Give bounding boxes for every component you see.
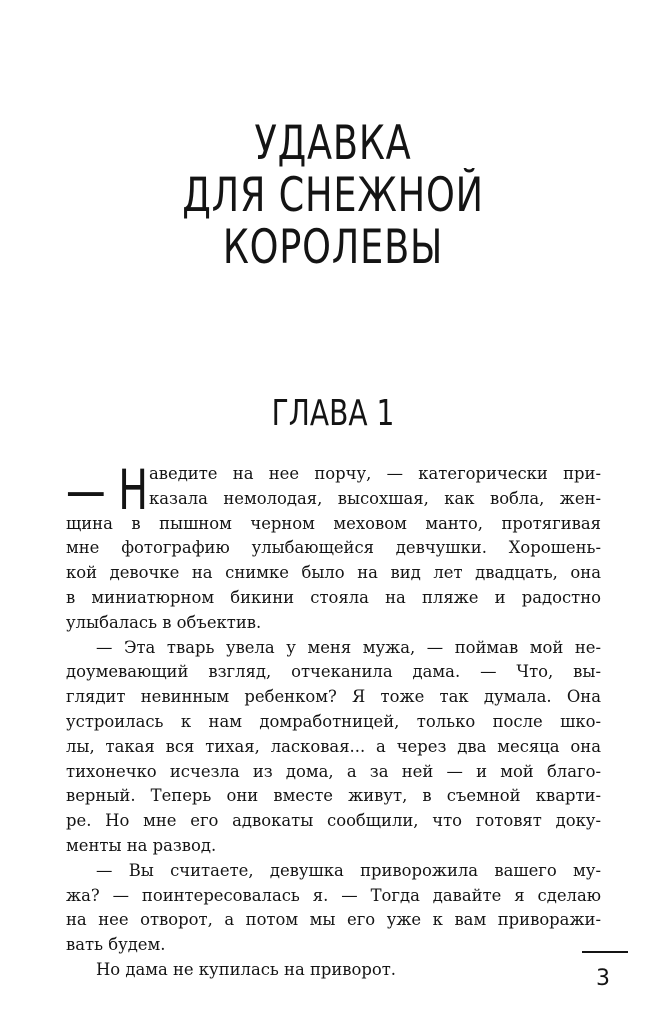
text-line: устроилась к нам домработницей, только после шко- (66, 711, 601, 731)
text-line: глядит невинным ребенком? Я тоже так думала. Она (66, 687, 601, 707)
text-line: ре. Но мне его адвокаты сообщили, что готовят доку- (66, 811, 601, 831)
text-line: Но дама не купилась на приворот. (96, 959, 397, 979)
book-title-line-2: ДЛЯ СНЕЖНОЙ (182, 168, 484, 223)
text-line: верный. Теперь они вместе живут, в съемной кварти- (66, 786, 601, 806)
text-line: — Вы считаете, девушка приворожила вашего му- (96, 860, 601, 880)
chapter-title: ГЛАВА 1 (271, 393, 395, 434)
text-line: доумевающий взгляд, отчеканила дама. — Что, вы- (66, 662, 601, 682)
book-title-line-3: КОРОЛЕВЫ (222, 220, 444, 275)
text-line: казала немолодая, высохшая, как вобла, жен- (149, 488, 601, 508)
text-line: в миниатюрном бикини стояла на пляже и радостно (66, 587, 601, 607)
text-line: тихонечко исчезла из дома, а за ней — и мой благо- (66, 761, 601, 781)
page-number-rule (582, 951, 628, 953)
text-line: кой девочке на снимке было на вид лет двадцать, она (66, 563, 601, 583)
book-title (0, 118, 666, 274)
text-line: — Эта тварь увела у меня мужа, — поймав мой не- (96, 637, 601, 657)
drop-cap: — Н (66, 458, 148, 522)
text-line: аведите на нее порчу, — категорически при- (149, 464, 601, 483)
text-line: лы, такая вся тихая, ласковая... а через два месяца она (66, 736, 601, 756)
text-line: мне фотографию улыбающейся девчушки. Хорошень- (66, 538, 601, 558)
text-line: вать будем. (66, 935, 166, 955)
text-line: жа? — поинтересовалась я. — Тогда давайте я сделаю (66, 885, 601, 905)
book-title-line-1: УДАВКА (254, 116, 412, 171)
body-text (66, 458, 601, 983)
page-number: 3 (596, 966, 610, 991)
text-line: менты на развод. (66, 835, 217, 855)
text-line: на нее отворот, а потом мы его уже к вам приворажи- (66, 910, 601, 930)
text-line: улыбалась в объектив. (66, 612, 262, 632)
text-line: щина в пышном черном меховом манто, протягивая (66, 513, 601, 533)
